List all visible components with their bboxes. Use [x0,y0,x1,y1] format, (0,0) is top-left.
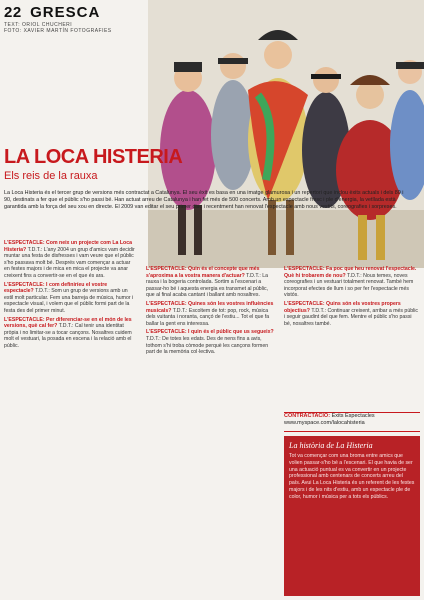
answer: T.D.T.: L'any 2004 un grup d'amics vam decidir muntar una festa de disfresses i vam veure que el públic s'ho passava molt bé. Després vam començar a actuar en festes majors i de mica en mica el projecte va anar creixent fins a convertir-se en el que és ara. [4,246,135,279]
question: L'ESPECTACLE: I com definiríeu el vostre espectacle? [4,281,108,295]
answer: T.D.T.: Som un grup de versions amb un estil molt particular. Fem una barreja de música, humor i espectacle visual, i volem que el públic formi part de la festa des del primer minut. [4,288,134,314]
qa-block [4,240,136,280]
contact-label: CONTRACTACIÓ: [284,413,331,419]
answer: T.D.T.: De totes les edats. Des de nens fins a avis, tothom s'hi troba còmode perquè les cançons formen part de la memòria col·lectiva. [146,335,269,356]
interview-column-3 [284,266,420,329]
qa-block [284,301,420,327]
credit-text: TEXT: ORIOL CHUCHERI [4,22,73,28]
answer: T.D.T.: La rauxa i la bogeria controlada. Sortim a l'escenari a passar-ho bé i aquesta energia es transmet al públic, que al final acaba cantant i ballant amb nosaltres. [146,272,269,299]
qa-block [146,301,276,327]
answer: T.D.T.: Cal tenir una identitat pròpia i no limitar-se a tocar cançons. Nosaltres cuidem molt el vestuari, la posada en escena i la relació amb el públic. [4,323,132,349]
qa-block [4,317,136,350]
historia-title: La història de La Histeria [289,441,373,450]
question: L'ESPECTACLE: Quin és el concepte que més s'aproxima a la vostra manera d'actuar? [146,266,260,279]
question: L'ESPECTACLE: Com neix un projecte com La Loca Histeria? [4,240,132,253]
interview-column-1 [4,240,136,352]
section-name: GRESCA [30,4,101,21]
qa-block [146,266,276,299]
qa-block [4,282,136,315]
answer: T.D.T.: Escoltem de tot: pop, rock, música dels vuitanta i noranta, cançó de l'estiu... Tot el que fa ballar la gent ens interessa. [146,307,270,327]
answer: T.D.T.: Nous temes, noves coreografies i un vestuari totalment renovat. També hem incorporat efectes de llum i so per fer l'espectacle més vistós. [284,272,414,299]
credits [4,22,112,34]
article-subtitle: Els reis de la rauxa [4,170,98,182]
contact-value: Éxits Espectacles [331,413,375,419]
band-photo [148,0,424,268]
band-photo-illustration [148,0,424,268]
interview-column-2 [146,266,276,358]
question: L'ESPECTACLE: Quines són les vostres influències musicals? [146,300,274,314]
historia-sidebar [284,436,420,596]
question: L'ESPECTACLE: Per diferenciar-se en el món de les versions, què cal fer? [4,316,132,330]
contact-web-link[interactable]: www.myspace.com/lalocahisteria [284,420,365,426]
question: L'ESPECTACLE: Fa poc que heu renovat l'espectacle. Què hi trobarem de nou? [284,266,417,279]
answer: T.D.T.: Continuar creixent, arribar a més públic i seguir gaudint del que fem. Mentre el públic s'ho passi bé, nosaltres també. [284,307,418,327]
question: L'ESPECTACLE: Quins són els vostres propers objectius? [284,300,401,314]
qa-block [146,329,276,355]
page-header [4,4,100,22]
lead-paragraph: La Loca Histeria és el tercer grup de versions més contractat a Catalunya. El seu èxit es basa en una imatge glamurosa i un repertori que inclou èxits actuals i dels 80 i 90, destinats a fer que el públic s'ho passi bé. Han actuat arreu de Catalunya i han fet més de 500 concerts. Amb un espectacle fresc i ple d'energia, la vetllada està garantida amb la força del seu xou en directe. El 2009 van editar el seu primer disc i recentment han renovat l'espectacle amb nous vestits, coreografies i sorpreses. [4,190,404,210]
page-number: 22 [4,4,22,21]
question: L'ESPECTACLE: I quin és el públic que us segueix? [146,329,274,336]
qa-block [284,266,420,299]
article-title: LA LOCA HISTERIA [4,146,183,168]
credit-photo: FOTO: XAVIER MARTÍN FOTOGRAFIES [4,28,112,34]
contact-box [284,412,420,432]
historia-text: Tot va començar com una broma entre amics que volien passar-s'ho bé a l'escenari. El que havia de ser una actuació puntual es va convertir en un projecte professional amb centenars de concerts arreu del país. Avui La Loca Histeria és un referent de les festes majors i de les nits d'estiu, amb un espectacle ple de color, humor i música per a tots els públics. [289,453,415,500]
